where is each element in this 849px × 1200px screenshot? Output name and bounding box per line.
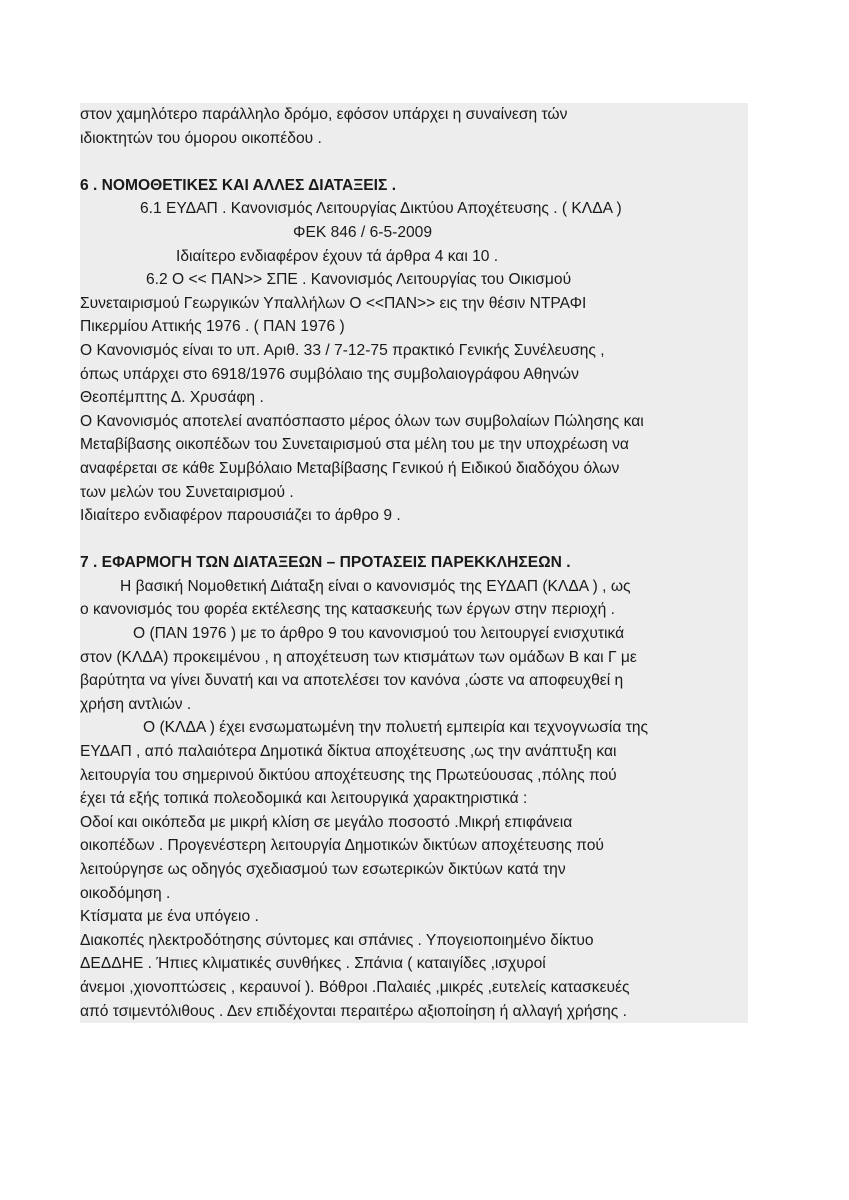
subsection-6-1: 6.1 ΕΥΔΑΠ . Κανονισμός Λειτουργίας Δικτύου Αποχέτευσης . ( ΚΛΔΑ ) xyxy=(140,200,622,218)
text-line: οικοδόμηση . xyxy=(80,884,171,902)
subsection-6-2: 6.2 Ο << ΠΑΝ>> ΣΠΕ . Κανονισμός Λειτουργίας του Οικισμού xyxy=(146,271,572,289)
text-line: Ιδιαίτερο ενδιαφέρον έχουν τά άρθρα 4 και 10 . xyxy=(176,247,499,265)
text-line: βαρύτητα να γίνει δυνατή και να αποτελέσει τον κανόνα ,ώστε να αποφευχθεί η xyxy=(80,672,624,690)
text-line: Κτίσματα με ένα υπόγειο . xyxy=(80,908,259,926)
text-line: Συνεταιρισμού Γεωργικών Υπαλλήλων Ο <<ΠΑΝ>> εις την θέσιν ΝΤΡΑΦΙ xyxy=(80,294,587,312)
text-line: Οδοί και οικόπεδα με μικρή κλίση σε μεγάλο ποσοστό .Μικρή επιφάνεια xyxy=(80,813,573,831)
text-line: Πικερμίου Αττικής 1976 . ( ΠΑΝ 1976 ) xyxy=(80,318,345,336)
section-heading-6: 6 . ΝΟΜΟΘΕΤΙΚΕΣ ΚΑΙ ΑΛΛΕΣ ΔΙΑΤΑΞΕΙΣ . xyxy=(80,176,397,194)
text-line: Η βασική Νομοθετική Διάταξη είναι ο κανονισμός της ΕΥΔΑΠ (ΚΛΔΑ ) , ως xyxy=(120,577,631,595)
text-line: αναφέρεται σε κάθε Συμβόλαιο Μεταβίβασης Γενικού ή Ειδικού διαδόχου όλων xyxy=(80,459,620,477)
text-line: ΦΕΚ 846 / 6-5-2009 xyxy=(293,223,433,241)
text-line: χρήση αντλιών . xyxy=(80,695,192,713)
blank-line xyxy=(80,528,748,552)
text-line: οικοπέδων . Προγενέστερη λειτουργία Δημοτικών δικτύων αποχέτευσης πού xyxy=(80,837,604,855)
text-line: Θεοπέμπτης Δ. Χρυσάφη . xyxy=(80,389,264,407)
text-line: στον (ΚΛΔΑ) προκειμένου , η αποχέτευση των κτισμάτων των ομάδων Β και Γ με xyxy=(80,648,637,666)
section-heading-7: 7 . ΕΦΑΡΜΟΓΗ ΤΩΝ ΔΙΑΤΑΞΕΩΝ – ΠΡΟΤΑΣΕΙΣ ΠΑΡΕΚΚΛΗΣΕΩΝ . xyxy=(80,554,571,572)
text-line: Ο (ΚΛΔΑ ) έχει ενσωματωμένη την πολυετή εμπειρία και τεχνογνωσία της xyxy=(143,719,649,737)
text-line: Διακοπές ηλεκτροδότησης σύντομες και σπάνιες . Υπογειοποιημένο δίκτυο xyxy=(80,931,594,949)
text-line: ΔΕΔΔΗΕ . Ήπιες κλιματικές συνθήκες . Σπάνια ( καταιγίδες ,ισχυροί xyxy=(80,955,546,973)
document-body xyxy=(80,103,748,1023)
text-line: έχει τά εξής τοπικά πολεοδομικά και λειτουργικά χαρακτηριστικά : xyxy=(80,790,528,808)
text-line: Μεταβίβασης οικοπέδων του Συνεταιρισμού στα μέλη του με την υποχρέωση να xyxy=(80,436,629,454)
text-line: ΕΥΔΑΠ , από παλαιότερα Δημοτικά δίκτυα αποχέτευσης ,ως την ανάπτυξη και xyxy=(80,743,617,761)
text-line: λειτούργησε ως οδηγός σχεδιασμού των εσωτερικών δικτύων κατά την xyxy=(80,861,566,878)
text-line: των μελών του Συνεταιρισμού . xyxy=(80,483,294,501)
text-line: άνεμοι ,χιονοπτώσεις , κεραυνοί ). Βόθροι .Παλαιές ,μικρές ,ευτελείς κατασκευές xyxy=(80,978,630,996)
text-line: ο κανονισμός του φορέα εκτέλεσης της κατασκευής των έργων στην περιοχή . xyxy=(80,601,615,619)
text-line: στον χαμηλότερο παράλληλο δρόμο, εφόσον υπάρχει η συναίνεση τών xyxy=(80,106,568,123)
text-line: Ο Κανονισμός είναι το υπ. Αριθ. 33 / 7-12-75 πρακτικό Γενικής Συνέλευσης , xyxy=(80,341,605,359)
text-line: Ιδιαίτερο ενδιαφέρον παρουσιάζει το άρθρο 9 . xyxy=(80,507,401,525)
text-line: όπως υπάρχει στο 6918/1976 συμβόλαιο της συμβολαιογράφου Αθηνών xyxy=(80,365,579,383)
text-line: από τσιμεντόλιθους . Δεν επιδέχονται περαιτέρω αξιοποίηση ή αλλαγή χρήσης . xyxy=(80,1002,627,1020)
text-line: ιδιοκτητών του όμορου οικοπέδου . xyxy=(80,129,322,147)
text-line: Ο (ΠΑΝ 1976 ) με το άρθρο 9 του κανονισμού του λειτουργεί ενισχυτικά xyxy=(133,625,625,643)
blank-line xyxy=(80,150,748,174)
text-line: Ο Κανονισμός αποτελεί αναπόσπαστο μέρος όλων των συμβολαίων Πώλησης και xyxy=(80,412,644,430)
text-line: λειτουργία του σημερινού δικτύου αποχέτευσης της Πρωτεύουσας ,πόλης πού xyxy=(80,766,617,784)
